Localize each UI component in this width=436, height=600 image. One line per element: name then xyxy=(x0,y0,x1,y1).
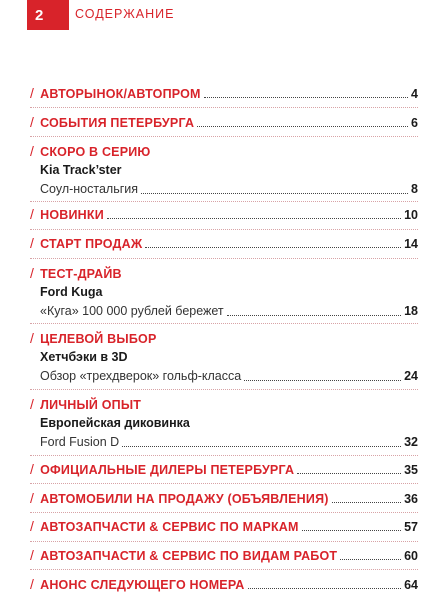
toc-page-number: 4 xyxy=(411,87,418,101)
divider xyxy=(30,569,418,570)
dot-leader xyxy=(197,126,408,127)
slash-icon: / xyxy=(30,85,35,101)
slash-icon: / xyxy=(30,114,35,130)
toc-article-desc: Обзор «трехдверок» гольф-класса xyxy=(40,369,242,383)
toc-section-title: СКОРО В СЕРИЮ xyxy=(40,145,151,159)
dot-leader xyxy=(227,315,401,316)
toc-page-number: 8 xyxy=(411,182,418,196)
toc-section-title: АВТОРЫНОК/АВТОПРОМ xyxy=(40,87,201,101)
toc-section-title: АВТОЗАПЧАСТИ & СЕРВИС ПО МАРКАМ xyxy=(40,520,299,534)
toc-article-title: Европейская диковинка xyxy=(40,416,190,430)
toc-section-title: НОВИНКИ xyxy=(40,208,104,222)
page-title: СОДЕРЖАНИЕ xyxy=(75,7,175,21)
dot-leader xyxy=(332,502,401,503)
toc-section[interactable] xyxy=(30,141,418,199)
slash-icon: / xyxy=(30,330,35,346)
dot-leader xyxy=(204,97,408,98)
slash-icon: / xyxy=(30,143,35,159)
toc-section-title: ЦЕЛЕВОЙ ВЫБОР xyxy=(40,332,157,346)
divider xyxy=(30,389,418,390)
divider xyxy=(30,229,418,230)
page-number: 2 xyxy=(35,6,44,24)
slash-icon: / xyxy=(30,490,35,506)
slash-icon: / xyxy=(30,396,35,412)
toc-page-number: 35 xyxy=(404,463,418,477)
toc-page-number: 32 xyxy=(404,435,418,449)
divider xyxy=(30,541,418,542)
divider xyxy=(30,201,418,202)
toc-section[interactable] xyxy=(30,112,418,132)
divider xyxy=(30,107,418,108)
dot-leader xyxy=(297,473,401,474)
toc-section-title: АВТОЗАПЧАСТИ & СЕРВИС ПО ВИДАМ РАБОТ xyxy=(40,549,338,563)
dot-leader xyxy=(145,247,401,248)
toc-page-number: 14 xyxy=(404,237,418,251)
slash-icon: / xyxy=(30,265,35,281)
toc-section[interactable] xyxy=(30,459,418,479)
toc-page-number: 6 xyxy=(411,116,418,130)
dot-leader xyxy=(302,530,401,531)
toc-section[interactable] xyxy=(30,516,418,536)
toc-section[interactable] xyxy=(30,394,418,452)
toc-section[interactable] xyxy=(30,488,418,508)
toc-page-number: 36 xyxy=(404,492,418,506)
slash-icon: / xyxy=(30,518,35,534)
toc-article-title: Хетчбэки в 3D xyxy=(40,350,128,364)
toc-page-number: 18 xyxy=(404,304,418,318)
toc-article-title: Kia Track’ster xyxy=(40,163,122,177)
toc-section[interactable] xyxy=(30,328,418,386)
toc-section-title: ОФИЦИАЛЬНЫЕ ДИЛЕРЫ ПЕТЕРБУРГА xyxy=(40,463,295,477)
toc-page-number: 10 xyxy=(404,208,418,222)
toc-page-number: 64 xyxy=(404,578,418,592)
toc-section[interactable] xyxy=(30,545,418,565)
toc-section-title: СОБЫТИЯ ПЕТЕРБУРГА xyxy=(40,116,195,130)
divider xyxy=(30,136,418,137)
divider xyxy=(30,323,418,324)
toc-section[interactable] xyxy=(30,204,418,224)
toc-section[interactable] xyxy=(30,574,418,594)
dot-leader xyxy=(244,380,401,381)
toc-article-title: Ford Kuga xyxy=(40,285,103,299)
dot-leader xyxy=(107,218,401,219)
toc-section[interactable] xyxy=(30,233,418,253)
toc-page-number: 24 xyxy=(404,369,418,383)
slash-icon: / xyxy=(30,576,35,592)
dot-leader xyxy=(248,588,402,589)
toc-section-title: АНОНС СЛЕДУЮЩЕГО НОМЕРА xyxy=(40,578,245,592)
toc-article-desc: Соул-ностальгия xyxy=(40,182,139,196)
toc-page-number: 60 xyxy=(404,549,418,563)
toc-article-desc: Ford Fusion D xyxy=(40,435,120,449)
toc-section-title: ЛИЧНЫЙ ОПЫТ xyxy=(40,398,142,412)
toc-page-number: 57 xyxy=(404,520,418,534)
slash-icon: / xyxy=(30,547,35,563)
slash-icon: / xyxy=(30,461,35,477)
dot-leader xyxy=(122,446,401,447)
toc-section-title: АВТОМОБИЛИ НА ПРОДАЖУ (ОБЪЯВЛЕНИЯ) xyxy=(40,492,329,506)
dot-leader xyxy=(340,559,401,560)
divider xyxy=(30,512,418,513)
toc-section[interactable] xyxy=(30,263,418,321)
toc-section-title: ТЕСТ-ДРАЙВ xyxy=(40,267,122,281)
dot-leader xyxy=(141,193,408,194)
slash-icon: / xyxy=(30,206,35,222)
toc-section-title: СТАРТ ПРОДАЖ xyxy=(40,237,143,251)
divider xyxy=(30,455,418,456)
divider xyxy=(30,483,418,484)
toc-article-desc: «Куга» 100 000 рублей бережет xyxy=(40,304,224,318)
slash-icon: / xyxy=(30,235,35,251)
toc-section[interactable] xyxy=(30,83,418,103)
divider xyxy=(30,258,418,259)
